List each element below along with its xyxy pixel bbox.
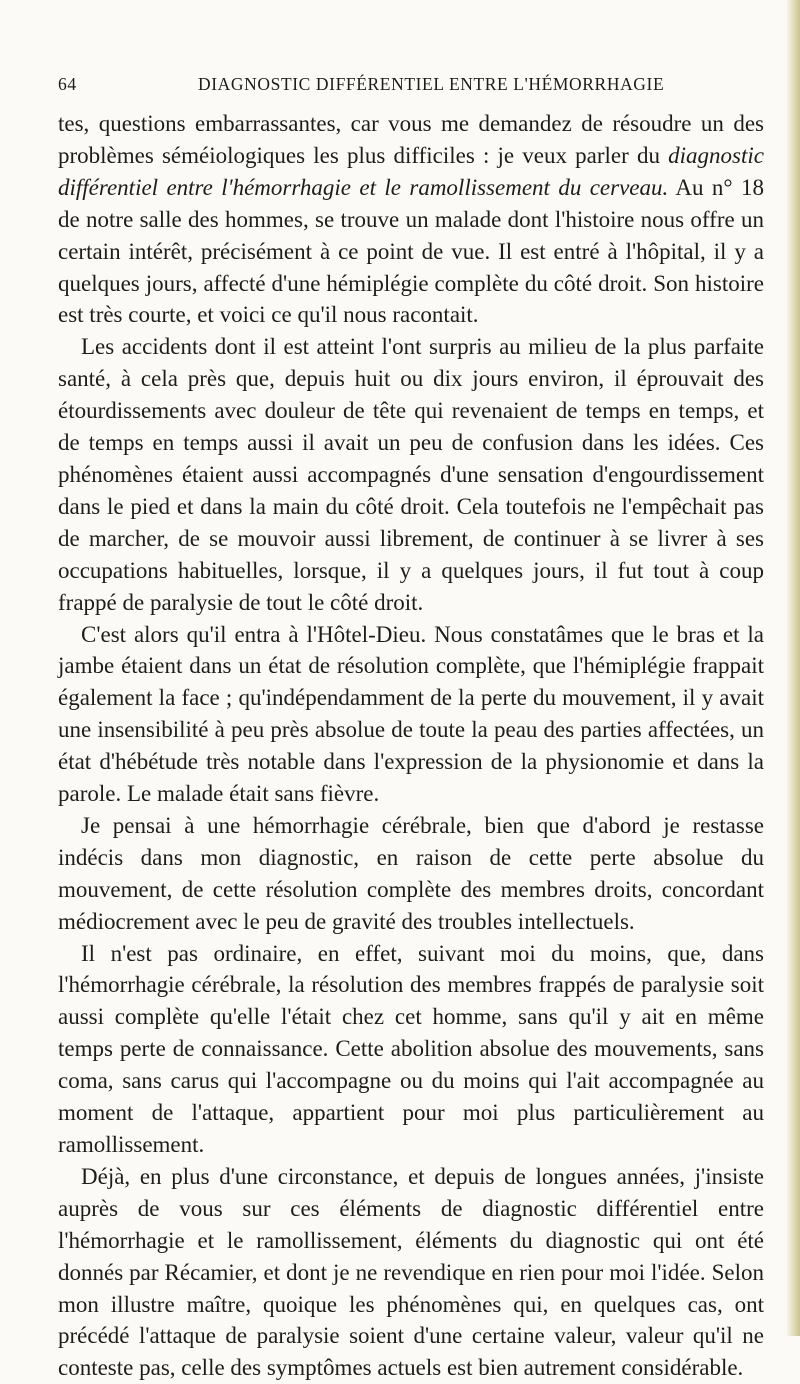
paragraph-2: Les accidents dont il est atteint l'ont surpris au milieu de la plus parfaite santé, à cela près que, depuis huit ou dix jours environ, il éprouvait des étourdissements avec douleur de tête qui revenaient de temps en temps, et de temps en temps aussi il avait un peu de confusion dans les idées. Ces phénomènes étaient aussi accompagnés d'une sensation d'engourdissement dans le pied et dans la main du côté droit. Cela toutefois ne l'empêchait pas de marcher, de se mouvoir aussi librement, de continuer à se livrer à ses occupations habituelles, lorsque, il y a quelques jours, il fut tout à coup frappé de paralysie de tout le côté droit. <box>58 334 764 615</box>
page-edge-shading <box>786 0 800 1336</box>
paragraph-1-italic: diagnostic différentiel entre l'hémorrhagie et le ramollissement du cerveau. <box>58 142 764 200</box>
running-header <box>58 74 758 100</box>
page-number: 64 <box>58 74 77 94</box>
paragraph-5: Il n'est pas ordinaire, en effet, suivant moi du moins, que, dans l'hémorrhagie cérébrale, la résolution des membres frappés de paralysie soit aussi complète qu'elle l'était chez cet homme, sans qu'il y ait en même temps perte de connaissance. Cette abolition absolue des mouvements, sans coma, sans carus qui l'accompagne ou du moins qui l'ait accompagnée au moment de l'attaque, appartient pour moi plus particulièrement au ramollissement. <box>58 940 764 1157</box>
running-title: DIAGNOSTIC DIFFÉRENTIEL ENTRE L'HÉMORRHAGIE <box>198 74 665 94</box>
paragraph-6: Déjà, en plus d'une circonstance, et depuis de longues années, j'insiste auprès de vous sur ces éléments de diagnostic différentiel entre l'hémorrhagie et le ramollissement, éléments du diagnostic qui ont été donnés par Récamier, et dont je ne revendique en rien pour moi l'idée. Selon mon illustre maître, quoique les phénomènes qui, en quelques cas, ont précédé l'attaque de paralysie soient d'une certaine valeur, valeur qu'il ne conteste pas, celle des symptômes actuels est bien autrement considérable. <box>58 1163 764 1381</box>
paragraph-4: Je pensai à une hémorrhagie cérébrale, bien que d'abord je restasse indécis dans mon diagnostic, en raison de cette perte absolue du mouvement, de cette résolution complète des membres droits, concordant médiocrement avec le peu de gravité des troubles intellectuels. <box>58 812 764 934</box>
paragraph-1-end: Au n° 18 de notre salle des hommes, se trouve un malade dont l'histoire nous offre un certain intérêt, précisément à ce point de vue. Il est entré à l'hôpital, il y a quelques jours, affecté d'une hémiplégie complète du côté droit. Son histoire est très courte, et voici ce qu'il nous racontait. <box>58 174 764 328</box>
paragraph-3: C'est alors qu'il entra à l'Hôtel-Dieu. Nous constatâmes que le bras et la jambe étaient dans un état de résolution complète, que l'hémiplégie frappait également la face ; qu'indépendamment de la perte du mouvement, il y avait une insensibilité à peu près absolue de toute la peau des parties affectées, un état d'hébétude très notable dans l'expression de la physionomie et dans la parole. Le malade était sans fièvre. <box>58 621 764 807</box>
paragraph-1 <box>58 108 764 331</box>
body-text <box>58 108 764 1384</box>
paragraph-1-start: tes, questions embarrassantes, car vous me demandez de résoudre un des problèmes séméiologiques les plus difficiles : je veux parler du <box>58 111 764 168</box>
